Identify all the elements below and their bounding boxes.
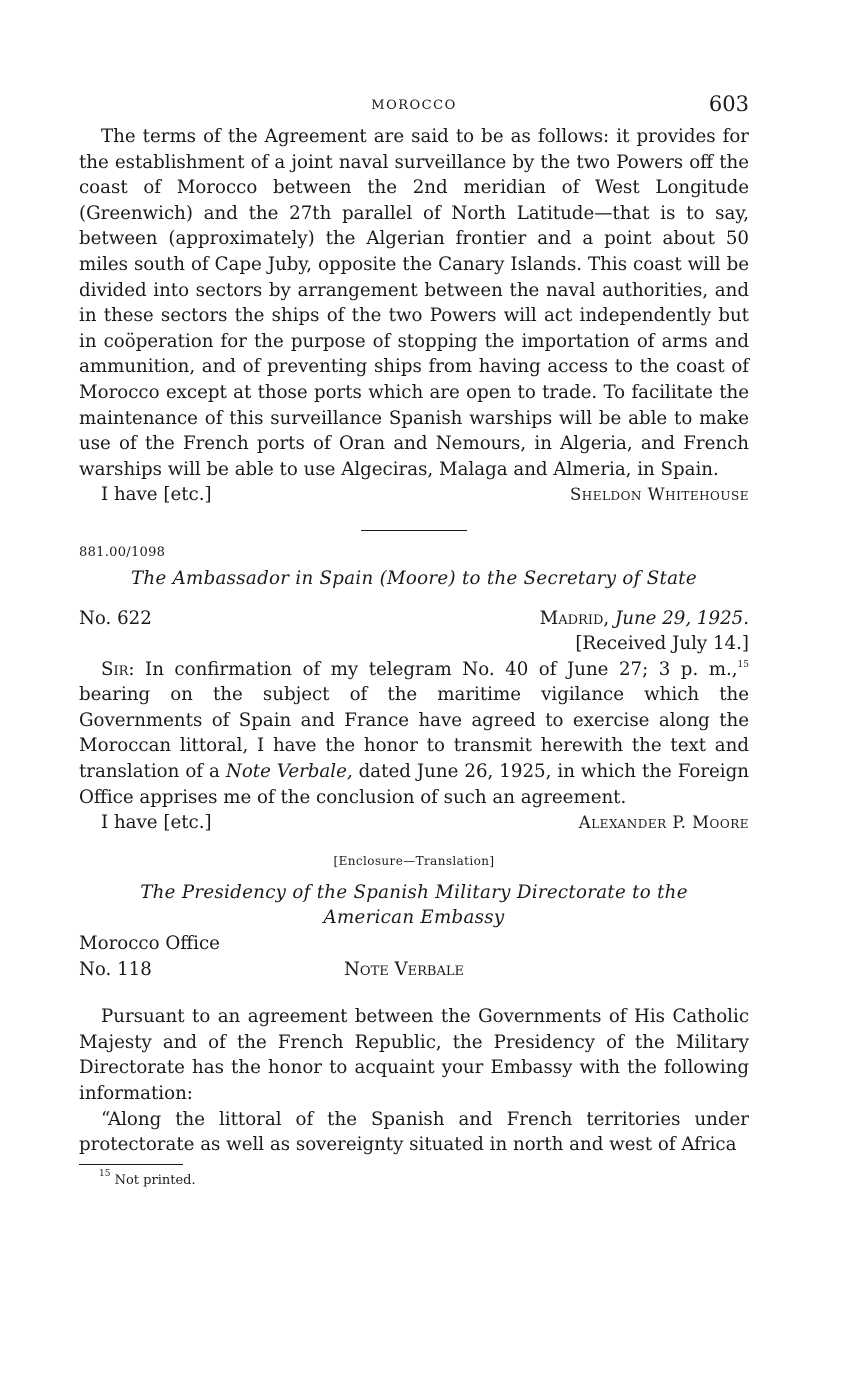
letter-closing [79, 482, 749, 508]
dispatch-paragraph [79, 657, 749, 811]
section-divider [361, 530, 467, 531]
dateline [540, 606, 749, 632]
dateline-place: Madrid, [539, 607, 610, 629]
footnote-number: 15 [99, 1168, 111, 1179]
closing-text: I have [etc.] [101, 812, 212, 834]
running-title: MOROCCO [371, 98, 457, 113]
file-number: 881.00/1098 [79, 544, 166, 560]
enclosure-heading: The Presidency of the Spanish Military Directorate to the American Embassy [140, 881, 688, 929]
footnote-text: Not printed. [114, 1172, 196, 1188]
enclosure-paragraph-2: “Along the littoral of the Spanish and French territories under protectorate as well as sovereignty situated in north and west of Africa [79, 1108, 749, 1156]
dispatch-number: No. 622 [79, 607, 152, 629]
dispatch-closing [79, 810, 749, 836]
document-heading: The Ambassador in Spain (Moore) to the Secretary of State [131, 567, 697, 589]
signature-moore: Alexander P. Moore [578, 813, 749, 833]
footnote-reference: 15 [737, 659, 749, 670]
page-number: 603 [708, 92, 749, 116]
dispatch-text-1: In confirmation of my telegram No. 40 of June 27; 3 p. m., [145, 658, 738, 680]
office-name: Morocco Office [79, 933, 220, 955]
dateline-date: June 29, 1925. [614, 607, 749, 629]
received-date: [Received July 14.] [575, 633, 749, 655]
dispatch-text-3: dated June 26, 1925, in which the Foreign Office apprises me of the conclusion of such an agreement. [79, 761, 749, 808]
closing-text: I have [etc.] [101, 484, 212, 506]
footnote [79, 1168, 749, 1188]
salutation: Sir: [101, 658, 135, 680]
dateline-row [79, 606, 749, 632]
enclosure-label: [Enclosure—Translation] [333, 853, 495, 868]
note-verbale-italic: Note Verbale, [225, 761, 353, 783]
letter-paragraph: The terms of the Agreement are said to be as follows: it provides for the establishment of a joint naval surveillance by the two Powers off the coast of Morocco between the 2nd meridian of West Longitude (Greenwich) and the 27th parallel of North Latitude—that is to say, between (approximately) the Algerian frontier and a point about 50 miles south of Cape Juby, opposite the Canary Islands. This coast will be divided into sectors by arrangement between the naval authorities, and in these sectors the ships of the two Powers will act independently but in coöperation for the purpose of stopping the importation of arms and ammunition, and of preventing ships from having access to the coast of Morocco except at those ports which are open to trade. To facilitate the maintenance of this surveillance Spanish warships will be able to make use of the French ports of Oran and Nemours, in Algeria, and French warships will be able to use Algeciras, Malaga and Almeria, in Spain. [79, 126, 749, 480]
footnote-divider [79, 1164, 183, 1165]
office-number-row [79, 957, 749, 983]
signature-whitehouse: Sheldon Whitehouse [569, 485, 749, 505]
dispatch-text-2: bearing on the subject of the maritime vigilance which the Governments of Spain and France have agreed to exercise along the Moroccan littoral, I have the honor to transmit herewith the text and translation of a [79, 684, 749, 783]
enclosure-paragraph-1: Pursuant to an agreement between the Governments of His Catholic Majesty and of the French Republic, the Presidency of the Military Directorate has the honor to acquaint your Embassy with the following information: [79, 1006, 749, 1104]
note-verbale-label: Note Verbale [344, 958, 464, 980]
office-number: No. 118 [79, 958, 152, 980]
running-head [79, 90, 749, 124]
document-page [79, 90, 749, 1188]
